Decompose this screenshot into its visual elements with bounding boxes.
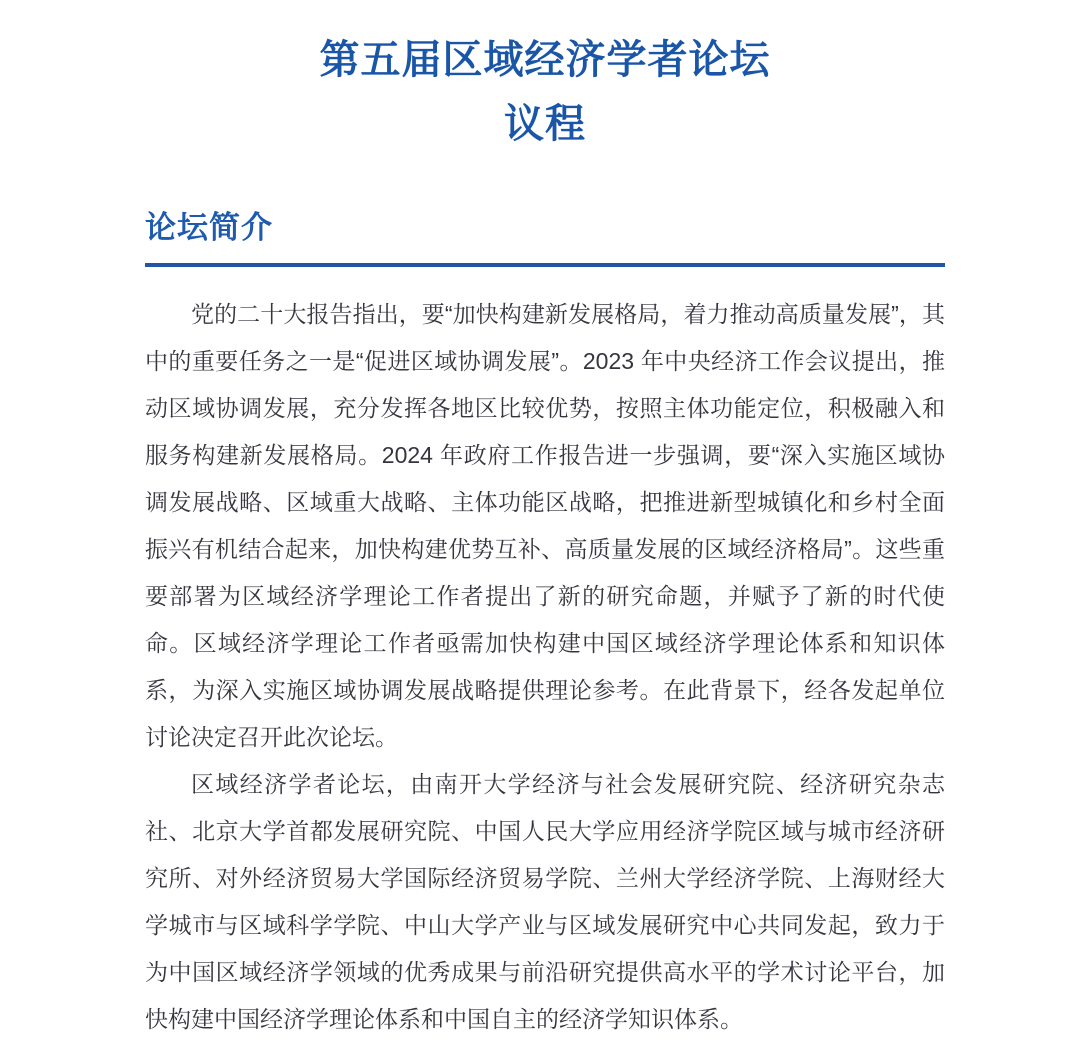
document-title-line1: 第五届区域经济学者论坛 xyxy=(319,38,771,82)
section-heading: 论坛简介 xyxy=(145,210,273,245)
forum-intro-section xyxy=(145,202,945,1043)
section-body xyxy=(145,291,945,1043)
section-divider-rule xyxy=(145,263,945,267)
document-title-line2: 议程 xyxy=(504,102,586,146)
document-title xyxy=(145,36,945,148)
intro-paragraph-2: 区域经济学者论坛，由南开大学经济与社会发展研究院、经济研究杂志社、北京大学首都发展研究院、中国人民大学应用经济学院区域与城市经济研究所、对外经济贸易大学国际经济贸易学院、兰州大学经济学院、上海财经大学城市与区域科学学院、中山大学产业与区域发展研究中心共同发起，致力于为中国区域经济学领域的优秀成果与前沿研究提供高水平的学术讨论平台，加快构建中国经济学理论体系和中国自主的经济学知识体系。 xyxy=(145,771,945,1032)
intro-paragraph-1: 党的二十大报告指出，要“加快构建新发展格局，着力推动高质量发展”，其中的重要任务之一是“促进区域协调发展”。2023 年中央经济工作会议提出，推动区域协调发展，充分发挥各地区比较优势，按照主体功能定位，积极融入和服务构建新发展格局。2024 年政府工作报告进一步强调，要“深入实施区域协调发展战略、区域重大战略、主体功能区战略，把推进新型城镇化和乡村全面振兴有机结合起来，加快构建优势互补、高质量发展的区域经济格局”。这些重要部署为区域经济学理论工作者提出了新的研究命题，并赋予了新的时代使命。区域经济学理论工作者亟需加快构建中国区域经济学理论体系和知识体系，为深入实施区域协调发展战略提供理论参考。在此背景下，经各发起单位讨论决定召开此次论坛。 xyxy=(145,301,945,750)
